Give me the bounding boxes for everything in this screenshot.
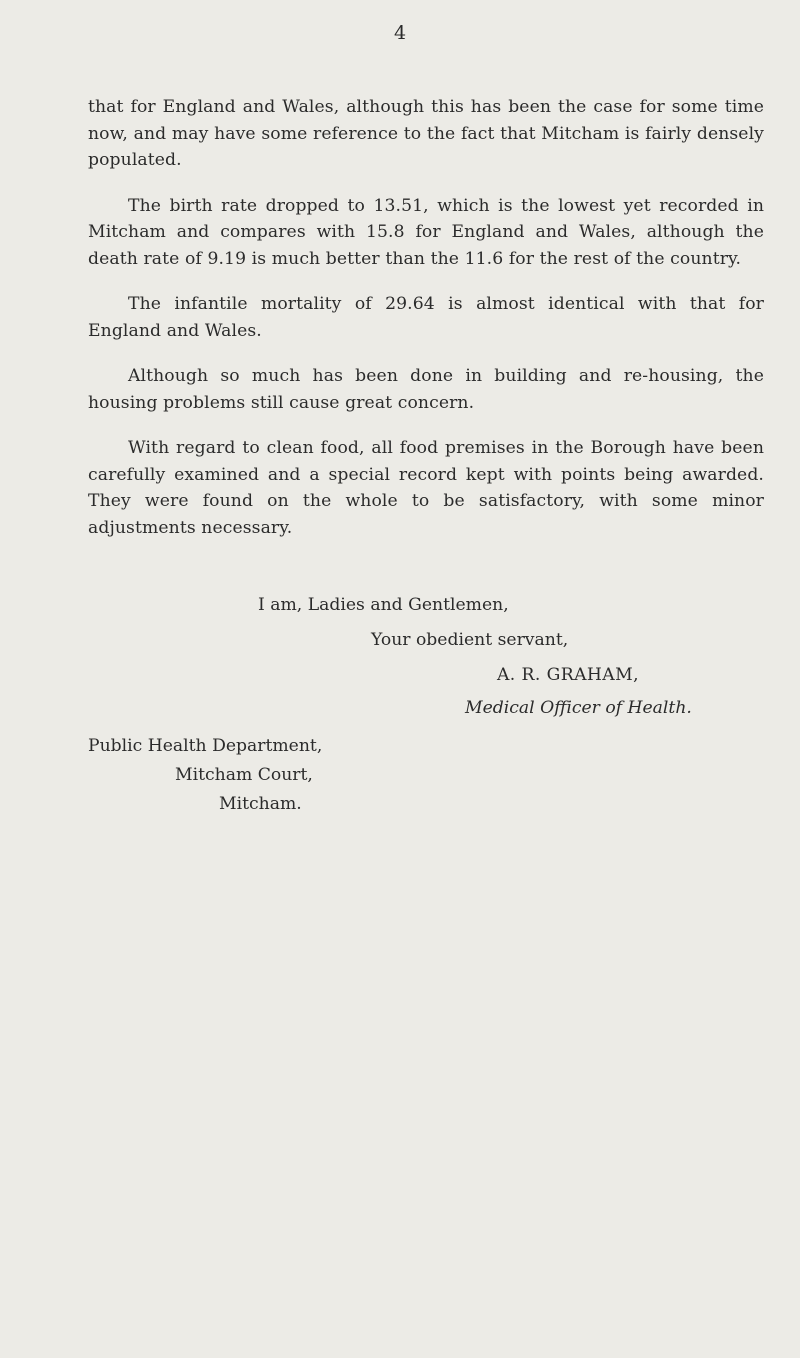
address-building: Mitcham Court, — [175, 765, 313, 785]
page-number: 4 — [393, 22, 407, 44]
closing-salutation: I am, Ladies and Gentlemen, — [258, 595, 509, 615]
paragraph-birth-rate: The birth rate dropped to 13.51, which is the lowest yet recorded in Mitcham and compares with 15.8 for England and Wales, although the death rate of 9.19 is much better than the 11.6 for the rest of the country. — [88, 195, 764, 269]
paragraph-continuation: that for England and Wales, although this has been the case for some time now, and may have some reference to the fact that Mitcham is fairly densely populated. — [88, 97, 764, 170]
paragraph-housing: Although so much has been done in building and re-housing, the housing problems still cause great concern. — [88, 366, 764, 413]
closing-servant: Your obedient servant, — [371, 630, 569, 650]
address-department: Public Health Department, — [88, 736, 323, 756]
report-body — [88, 94, 764, 560]
signatory-name: A. R. GRAHAM, — [497, 665, 639, 685]
paragraph-clean-food: With regard to clean food, all food premises in the Borough have been carefully examined and a special record kept with points being awarded. They were found on the whole to be satisfactory, with some minor adjustments necessary. — [88, 438, 764, 538]
address-town: Mitcham. — [219, 794, 302, 814]
signatory-title: Medical Officer of Health. — [465, 698, 692, 718]
paragraph-infantile-mortality: The infantile mortality of 29.64 is almost identical with that for England and Wales. — [88, 294, 764, 341]
